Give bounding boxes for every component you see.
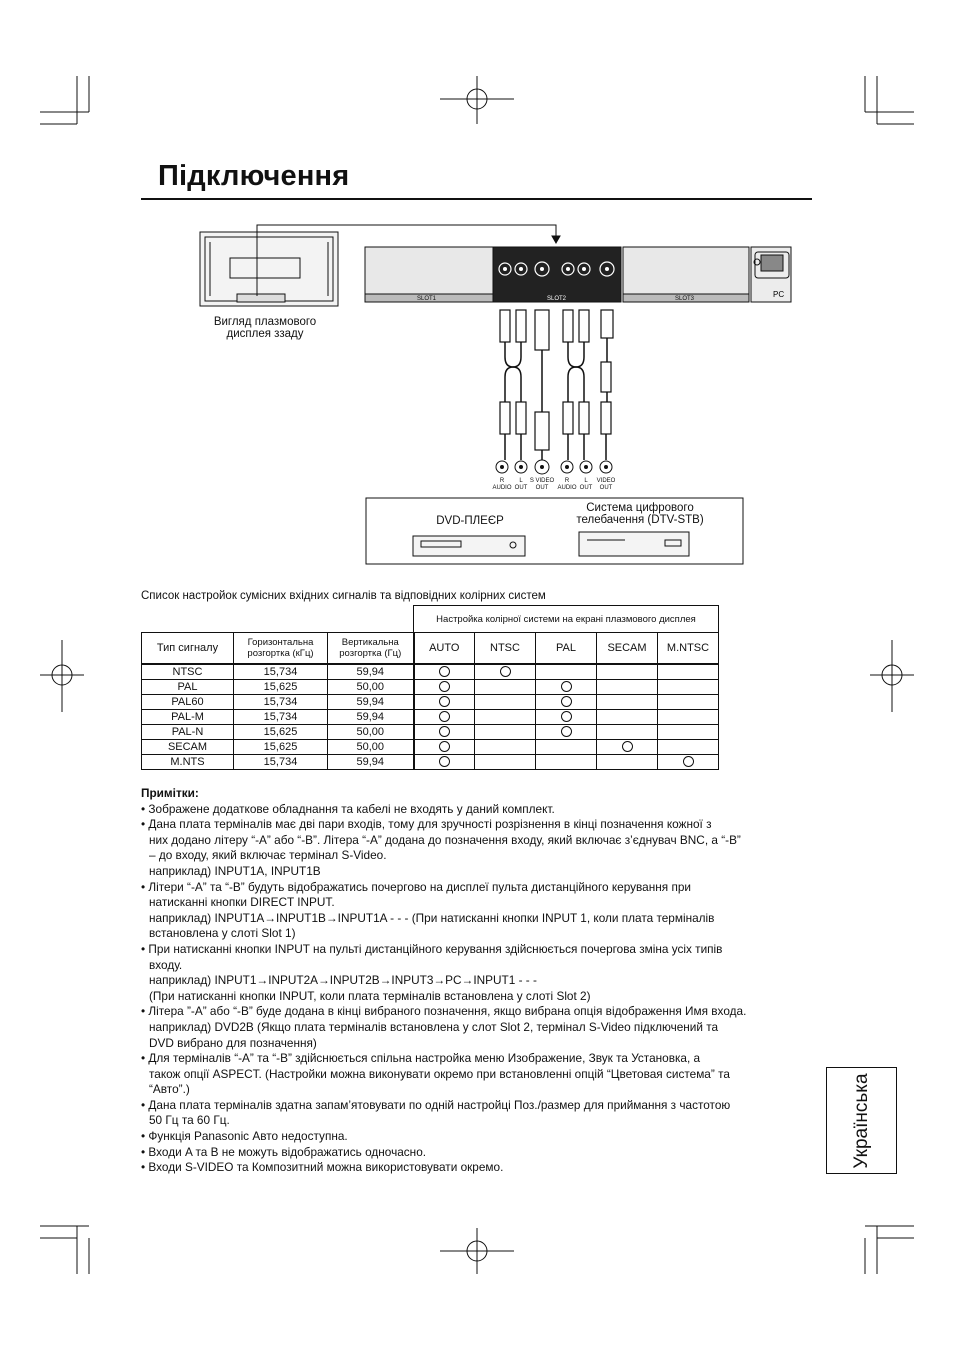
- dvd-player-label: DVD-ПЛЕЄР: [436, 515, 504, 527]
- color-system-cell: [658, 740, 719, 755]
- color-system-cell: [536, 740, 597, 755]
- color-system-cell: [597, 755, 658, 770]
- note-item: • Дана плата терміналів має дві пари входів, тому для зручності розрізнення в кінці позначення кожної з: [141, 817, 712, 832]
- signal-compatibility-table: [141, 605, 719, 770]
- color-system-cell: [475, 755, 536, 770]
- supported-mark-icon: [622, 741, 633, 752]
- table-row: [142, 664, 719, 680]
- note-item: • Дана плата терміналів здатна запам’ятовувати по одній настройці Поз./размер для приймання з частотою: [141, 1097, 731, 1112]
- supported-mark-icon: [500, 666, 511, 677]
- color-system-cell: [414, 695, 475, 710]
- supported-mark-icon: [439, 696, 450, 707]
- note-item: • Літери “-A” та “-B” будуть відображатись почергово на дисплеї пульта дистанційного керування при: [141, 879, 691, 894]
- out-label-bottom: AUDIO: [492, 485, 512, 491]
- color-system-cell: [475, 725, 536, 740]
- note-item: • Входи S-VIDEO та Композитний можна використовувати окремо.: [141, 1160, 504, 1175]
- out-label-bottom: OUT: [579, 485, 593, 491]
- color-system-cell: [414, 680, 475, 695]
- signal-type-cell: M.NTS: [142, 755, 234, 770]
- color-system-cell: [536, 680, 597, 695]
- table-row: [142, 755, 719, 770]
- dtv-stb-label: [555, 502, 725, 526]
- color-system-cell: [475, 680, 536, 695]
- color-system-cell: [536, 725, 597, 740]
- column-header: AUTO: [414, 633, 475, 665]
- out-label-bottom: OUT: [535, 485, 549, 491]
- note-item: • Функція Panasonic Авто недоступна.: [141, 1129, 348, 1144]
- note-item: • Входи A та B не можуть відображатись одночасно.: [141, 1144, 427, 1159]
- supported-mark-icon: [561, 711, 572, 722]
- out-label-top: VIDEO: [596, 478, 616, 484]
- color-system-cell: [475, 710, 536, 725]
- supported-mark-icon: [439, 741, 450, 752]
- out-label-top: S VIDEO: [529, 478, 555, 484]
- out-label-bottom: OUT: [514, 485, 528, 491]
- out-label-bottom: OUT: [599, 485, 613, 491]
- table-body: [142, 664, 719, 770]
- signal-type-cell: PAL60: [142, 695, 234, 710]
- signal-type-cell: SECAM: [142, 740, 234, 755]
- table-row: [142, 695, 719, 710]
- color-system-cell: [536, 695, 597, 710]
- column-header: Горизонтальна розгортка (кГц): [234, 633, 328, 665]
- note-item: • При натисканні кнопки INPUT на пульті дистанційного керування здійснюється почергова зміна усіх типів: [141, 941, 723, 956]
- note-continuation: наприклад) DVD2B (Якщо плата терміналів встановлена у слот Slot 2, термінал S-Video підключений та: [149, 1019, 719, 1034]
- note-continuation: “Авто”.): [149, 1082, 190, 1097]
- column-header: SECAM: [597, 633, 658, 665]
- vertical-freq-cell: 59,94: [328, 710, 414, 725]
- note-continuation: них додано літеру “-A” або “-B”. Літера “-A” додана до позначення входу, який включає з’єднувач BNC, а “-B”: [149, 832, 741, 847]
- notes-heading: Примітки:: [141, 786, 199, 800]
- out-label-top: R: [499, 478, 505, 484]
- rear-view-caption: [195, 316, 335, 340]
- color-system-cell: [597, 680, 658, 695]
- color-system-cell: [597, 725, 658, 740]
- note-continuation: наприклад) INPUT1A→INPUT1B→INPUT1A - - - (При натисканні кнопки INPUT 1, коли плата терміналів: [149, 910, 715, 925]
- color-system-cell: [597, 710, 658, 725]
- dtv-stb-label-line: Система цифрового: [586, 502, 694, 514]
- color-system-cell: [597, 664, 658, 680]
- table-row: [142, 725, 719, 740]
- vertical-freq-cell: 50,00: [328, 725, 414, 740]
- notes-list: [141, 802, 821, 1176]
- color-system-cell: [475, 695, 536, 710]
- color-system-cell: [597, 740, 658, 755]
- color-system-cell: [536, 664, 597, 680]
- language-tab-label: Українська: [850, 1072, 872, 1169]
- dtv-stb-label-line: телебачення (DTV-STB): [576, 514, 704, 526]
- vertical-freq-cell: 59,94: [328, 664, 414, 680]
- slot3-label: SLOT3: [675, 296, 695, 302]
- horizontal-freq-cell: 15,625: [234, 740, 328, 755]
- color-system-cell: [658, 680, 719, 695]
- slot1-label: SLOT1: [417, 296, 437, 302]
- note-continuation: наприклад) INPUT1→INPUT2A→INPUT2B→INPUT3→PC→INPUT1 - - -: [149, 973, 537, 988]
- signal-type-cell: PAL: [142, 680, 234, 695]
- slot2-label: SLOT2: [547, 296, 567, 302]
- note-item: • Зображене додаткове обладнання та кабелі не входять у даний комплект.: [141, 801, 555, 816]
- supported-mark-icon: [561, 726, 572, 737]
- rear-view-caption-line: дисплея ззаду: [226, 328, 304, 340]
- supported-mark-icon: [439, 666, 450, 677]
- supported-mark-icon: [683, 756, 694, 767]
- note-continuation: наприклад) INPUT1A, INPUT1B: [149, 863, 321, 878]
- table-row: [142, 710, 719, 725]
- color-system-cell: [597, 695, 658, 710]
- supported-mark-icon: [439, 681, 450, 692]
- color-system-cell: [414, 740, 475, 755]
- color-system-cell: [414, 755, 475, 770]
- color-system-cell: [658, 725, 719, 740]
- note-continuation: входу.: [149, 957, 183, 972]
- horizontal-freq-cell: 15,625: [234, 680, 328, 695]
- note-continuation: DVD вибрано для позначення): [149, 1035, 317, 1050]
- horizontal-freq-cell: 15,734: [234, 664, 328, 680]
- horizontal-freq-cell: 15,734: [234, 695, 328, 710]
- note-continuation: 50 Гц та 60 Гц.: [149, 1113, 230, 1128]
- rear-view-caption-line: Вигляд плазмового: [213, 316, 317, 328]
- vertical-freq-cell: 59,94: [328, 755, 414, 770]
- horizontal-freq-cell: 15,734: [234, 710, 328, 725]
- signal-type-cell: PAL-M: [142, 710, 234, 725]
- supported-mark-icon: [561, 696, 572, 707]
- color-system-cell: [414, 664, 475, 680]
- color-system-cell: [658, 755, 719, 770]
- signal-type-cell: NTSC: [142, 664, 234, 680]
- pc-label: PC: [773, 290, 785, 299]
- table-caption: Список настройок сумісних вхідних сигналів та відповідних колірних систем: [141, 590, 546, 602]
- vertical-freq-cell: 50,00: [328, 740, 414, 755]
- note-continuation: також опції ASPECT. (Настройки можна виконувати окремо при встановленні опцій “Цветовая система” та: [149, 1066, 730, 1081]
- column-header: Вертикальна розгортка (Гц): [328, 633, 414, 665]
- note-item: • Для терміналів “-A” та “-B” здійснюється спільна настройка меню Изображение, Звук та Установка, а: [141, 1051, 701, 1066]
- color-system-cell: [414, 725, 475, 740]
- color-system-cell: [658, 710, 719, 725]
- color-system-cell: [658, 664, 719, 680]
- horizontal-freq-cell: 15,625: [234, 725, 328, 740]
- table-row: [142, 740, 719, 755]
- out-label-bottom: AUDIO: [557, 485, 577, 491]
- note-continuation: – до входу, який включає термінал S-Video.: [149, 848, 387, 863]
- supported-mark-icon: [439, 711, 450, 722]
- column-header: M.NTSC: [658, 633, 719, 665]
- column-header: Тип сигналу: [142, 633, 234, 665]
- color-system-cell: [536, 755, 597, 770]
- vertical-freq-cell: 59,94: [328, 695, 414, 710]
- language-tab: [826, 1067, 897, 1174]
- note-continuation: натисканні кнопки DIRECT INPUT.: [149, 895, 335, 910]
- color-system-cell: [536, 710, 597, 725]
- supported-mark-icon: [439, 726, 450, 737]
- out-label-top: R: [564, 478, 570, 484]
- supported-mark-icon: [439, 756, 450, 767]
- title-divider: [141, 198, 812, 200]
- color-system-cell: [475, 740, 536, 755]
- notes-section: [141, 786, 821, 1176]
- out-label-top: L: [519, 478, 523, 484]
- out-label-top: L: [584, 478, 588, 484]
- column-header: PAL: [536, 633, 597, 665]
- horizontal-freq-cell: 15,734: [234, 755, 328, 770]
- supported-mark-icon: [561, 681, 572, 692]
- note-continuation: (При натисканні кнопки INPUT, коли плата терміналів встановлена у слоті Slot 2): [149, 988, 591, 1003]
- signal-type-cell: PAL-N: [142, 725, 234, 740]
- color-system-cell: [475, 664, 536, 680]
- column-header: NTSC: [475, 633, 536, 665]
- color-system-header: Настройка колірної системи на екрані плазмового дисплея: [414, 606, 719, 633]
- color-system-cell: [658, 695, 719, 710]
- note-continuation: встановлена у слоті Slot 1): [149, 926, 296, 941]
- page-title: Підключення: [158, 160, 350, 192]
- vertical-freq-cell: 50,00: [328, 680, 414, 695]
- table-row: [142, 680, 719, 695]
- note-item: • Літера ”-A” або “-B” буде додана в кінці вибраного позначення, якщо вибрана опція відображення Имя входа.: [141, 1004, 747, 1019]
- color-system-cell: [414, 710, 475, 725]
